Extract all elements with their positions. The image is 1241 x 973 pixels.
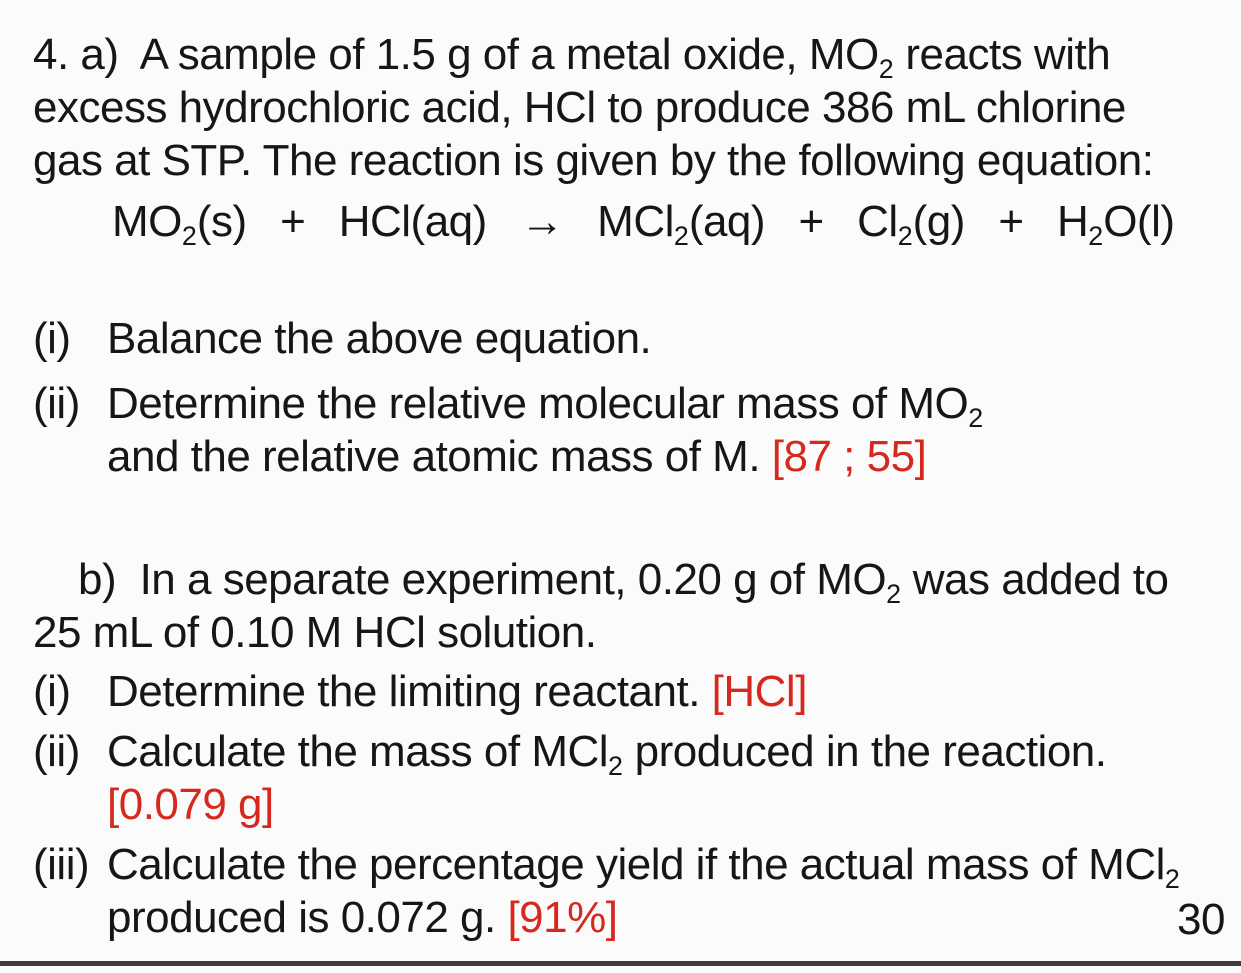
item-body [107,725,1221,831]
item-body [107,377,1221,483]
part-a-item-list [33,312,1221,483]
intro-line-3: gas at STP. The reaction is given by the following equation: [33,136,1154,185]
item-body [107,665,1221,718]
item-line: Determine the relative molecular mass of $MO_2$ [107,379,984,434]
item-line-answer: [0.079 g] [107,780,274,829]
intro-line-1: b) In a separate experiment, 0.20 g of $MO_2$ was added to [78,555,1169,610]
item-marker: (ii) [33,727,80,776]
part-b-item-list [33,665,1221,944]
item-marker: (i) [33,667,71,716]
list-item-a-i [33,312,1221,365]
intro-line-1: 4. a) A sample of 1.5 g of a metal oxide, $MO_2$ reacts with [33,30,1111,85]
item-body [107,838,1221,944]
item-marker: (i) [33,314,71,363]
item-marker: (iii) [33,840,90,889]
item-line: Determine the limiting reactant. [HCl] [107,667,807,716]
question-4b [33,553,1221,944]
list-item-b-i [33,665,1221,718]
item-line: Calculate the percentage yield if the actual mass of MCl$_2$ [107,840,1180,895]
footer-divider [0,961,1241,966]
page-number: 30 [1177,895,1225,944]
chemical-equation: $MO_2(s) + HCl(aq) \to MCl_2(aq) + Cl_2(g) + H_2O(l)$ [112,197,1175,252]
intro-line-2: excess hydrochloric acid, HCl to produce 386 mL chlorine [33,83,1126,132]
item-line: Calculate the mass of MCl$_2$ produced in the reaction. [107,727,1107,782]
list-item-b-iii [33,838,1221,944]
list-item-b-ii [33,725,1221,831]
item-body [107,312,1221,365]
item-line: Balance the above equation. [107,314,652,363]
intro-line-2: 25 mL of 0.10 M HCl solution. [33,608,597,657]
item-line-answer: produced is 0.072 g. [91%] [107,893,618,942]
item-marker: (ii) [33,379,80,428]
item-line-answer: and the relative atomic mass of M. [87 ; 55] [107,432,927,481]
question-4a [33,28,1221,483]
list-item-a-ii [33,377,1221,483]
